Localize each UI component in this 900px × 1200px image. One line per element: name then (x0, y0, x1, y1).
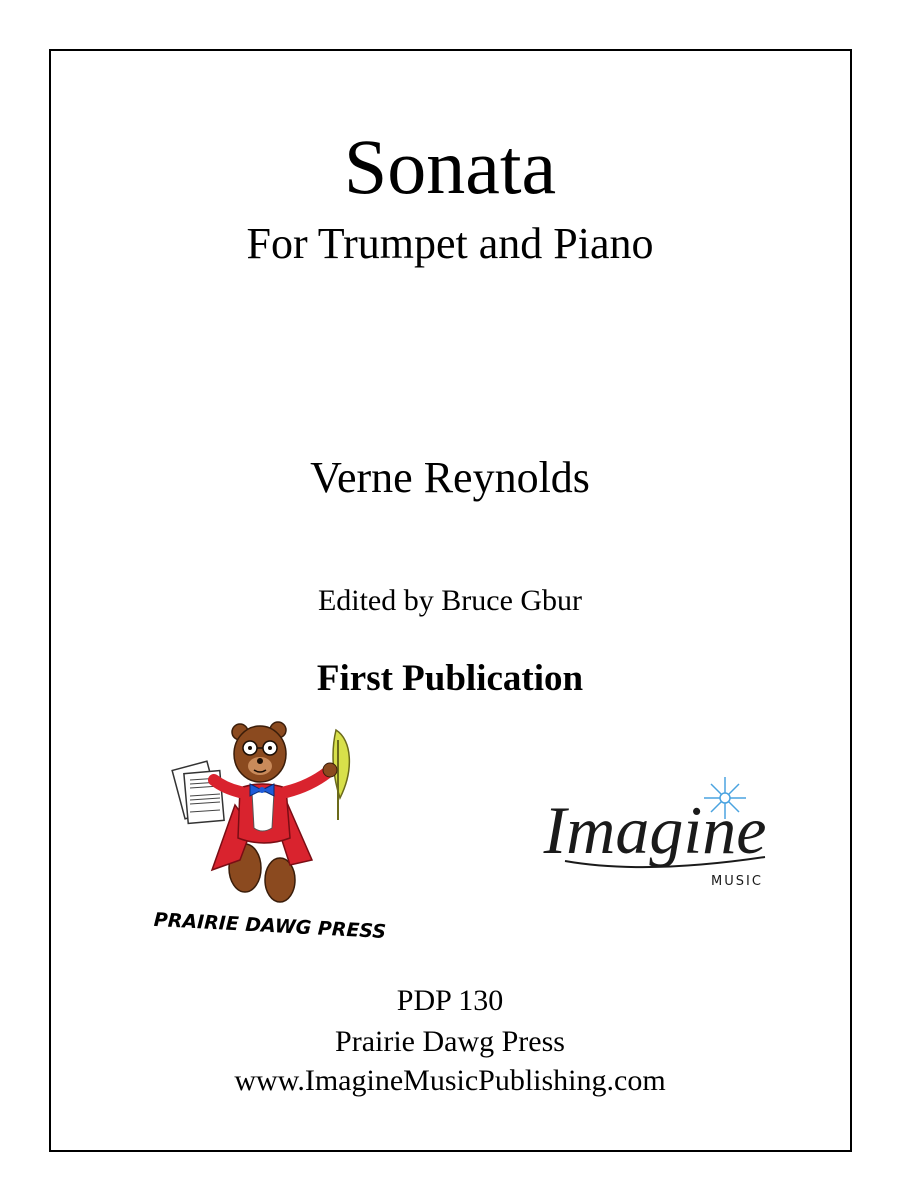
bear-conductor-icon (140, 710, 400, 950)
sheet-music-icon (172, 761, 224, 823)
prairie-dawg-press-logo (140, 710, 400, 950)
composer-name: Verne Reynolds (310, 453, 590, 502)
title: Sonata (343, 123, 557, 210)
publication-note: First Publication (316, 658, 584, 699)
music-submark: MUSIC (711, 874, 763, 889)
imagine-music-logo (525, 775, 790, 895)
imagine-music-icon (525, 775, 790, 895)
editor-credit: Edited by Bruce Gbur (317, 584, 583, 617)
imagine-wordmark: Imagine (543, 792, 767, 868)
subtitle: For Trumpet and Piano (246, 219, 654, 268)
publisher-name: Prairie Dawg Press (335, 1025, 565, 1058)
prairie-dawg-logo-text: PRAIRIE DAWG PRESS (153, 908, 387, 944)
website-link[interactable]: www.ImagineMusicPublishing.com (234, 1064, 666, 1097)
catalog-number: PDP 130 (396, 984, 504, 1017)
